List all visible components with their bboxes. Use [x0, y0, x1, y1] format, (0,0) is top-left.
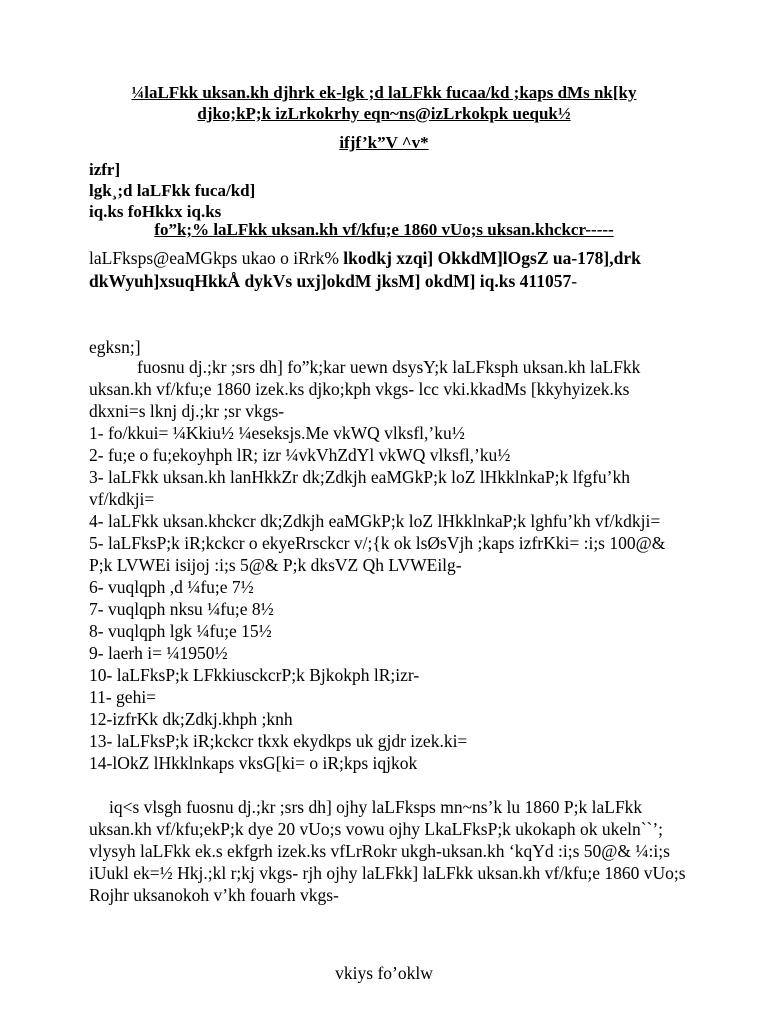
- list-item: 14-lOkZ lHkklnkaps vksG[ki= o iR;kps iqjkok: [89, 753, 418, 773]
- list-item: 3- laLFkk uksan.kh lanHkkZr dk;Zdkjh eaMGkP;k loZ lHkklnkaP;k lfgfu’kh vf/kdkji=: [89, 467, 630, 509]
- list-item: 6- vuqlqph ,d ¼fu;e 7½: [89, 577, 254, 597]
- subject-line: fo”k;% laLFkk uksan.kh vf/kfu;e 1860 vUo;s uksan.khckcr-----: [154, 220, 614, 239]
- list-item: 4- laLFkk uksan.khckcr dk;Zdkjh eaMGkP;k loZ lHkklnkaP;k lghfu’kh vf/kdkji=: [89, 511, 661, 531]
- address-line-3: iq.ks foHkkx iq.ks: [89, 202, 222, 221]
- closing-paragraph: [89, 796, 689, 906]
- title-line-2: djko;kP;k izLrkokrhy eqn~ns@izLrkokpk uequk½: [197, 104, 571, 123]
- list-item: 11- gehi=: [89, 687, 157, 707]
- list-item: 10- laLFksP;k LFkkiusckcrP;k Bjkokph lR;izr-: [89, 665, 420, 685]
- signature-line: vkiys fo’oklw: [335, 963, 433, 983]
- list-item: 1- fo/kkui= ¼Kkiu½ ¼eseksjs.Me vkWQ vlksfl,’ku½: [89, 423, 465, 443]
- document-subtitle: ifjf’k”V ^v*: [339, 133, 429, 152]
- title-line-1: ¼laLFkk uksan.kh djhrk ek-lgk ;d laLFkk fucaa/kd ;kaps dMs nk[ky: [131, 83, 637, 102]
- sender-suffix: -: [571, 271, 578, 291]
- sender-prefix: laLFksps@eaMGkps ukao o iRrk%: [89, 248, 344, 268]
- list-item: 13- laLFksP;k iR;kckcr tkxk ekydkps uk gjdr izek.ki=: [89, 731, 468, 751]
- document-checklist: [89, 422, 689, 774]
- list-item: 9- laerh i= ¼1950½: [89, 643, 228, 663]
- intro-paragraph: [89, 356, 689, 422]
- sender-address: lkodkj xzqi] OkkdM]lOgsZ ua-178],drk dkWyuh]xsuqHkkÅ dykVs uxj]okdM jksM] okdM] iq.ks 411057: [89, 248, 641, 291]
- salutation: egksn;]: [89, 337, 141, 357]
- intro-text: fuosnu dj.;kr ;srs dh] fo”k;kar uewn dsysY;k laLFksph uksan.kh laLFkk uksan.kh vf/kfu;e 1860 izek.ks djko;kph vkgs- lcc vki.kkadMs [kkyhyizek.ks dkxni=s lknj dj.;kr ;sr vkgs-: [89, 357, 641, 421]
- address-block: [89, 159, 255, 222]
- list-item: 2- fu;e o fu;ekoyhph lR; izr ¼vkVhZdYl vkWQ vlksfl,’ku½: [89, 445, 511, 465]
- address-line-1: izfr]: [89, 160, 121, 179]
- list-item: 7- vuqlqph nksu ¼fu;e 8½: [89, 599, 274, 619]
- list-item: 12-izfrKk dk;Zdkj.khph ;knh: [89, 709, 293, 729]
- document-title: [60, 82, 708, 124]
- address-line-2: lgk¸;d laLFkk fuca/kd]: [89, 181, 256, 200]
- sender-details: [89, 247, 689, 293]
- list-item: 8- vuqlqph lgk ¼fu;e 15½: [89, 621, 272, 641]
- closing-text: iq<s vlsgh fuosnu dj.;kr ;srs dh] ojhy laLFksps mn~ns’k lu 1860 P;k laLFkk uksan.kh vf/kfu;ekP;k dye 20 vUo;s vowu ojhy LkaLFksP;k ukokaph ok ukeln``’; vlysyh laLFkk ek.s ekfgrh izek.ks vfLrRokr ukgh-uksan.kh ‘kqYd :i;s 50@& ¼:i;s iUukl ek=½ Hkj.;kl r;kj vkgs- rjh ojhy laLFkk] laLFkk uksan.kh vf/kfu;e 1860 vUo;s Rojhr uksanokoh v’kh fouarh vkgs-: [89, 797, 686, 905]
- list-item: 5- laLFksP;k iR;kckcr o ekyeRrsckcr v/;{k ok lsØsVjh ;kaps izfrKki= :i;s 100@& P;k LVWEi isijoj :i;s 5@& P;k dksVZ Qh LVWEilg-: [89, 533, 666, 575]
